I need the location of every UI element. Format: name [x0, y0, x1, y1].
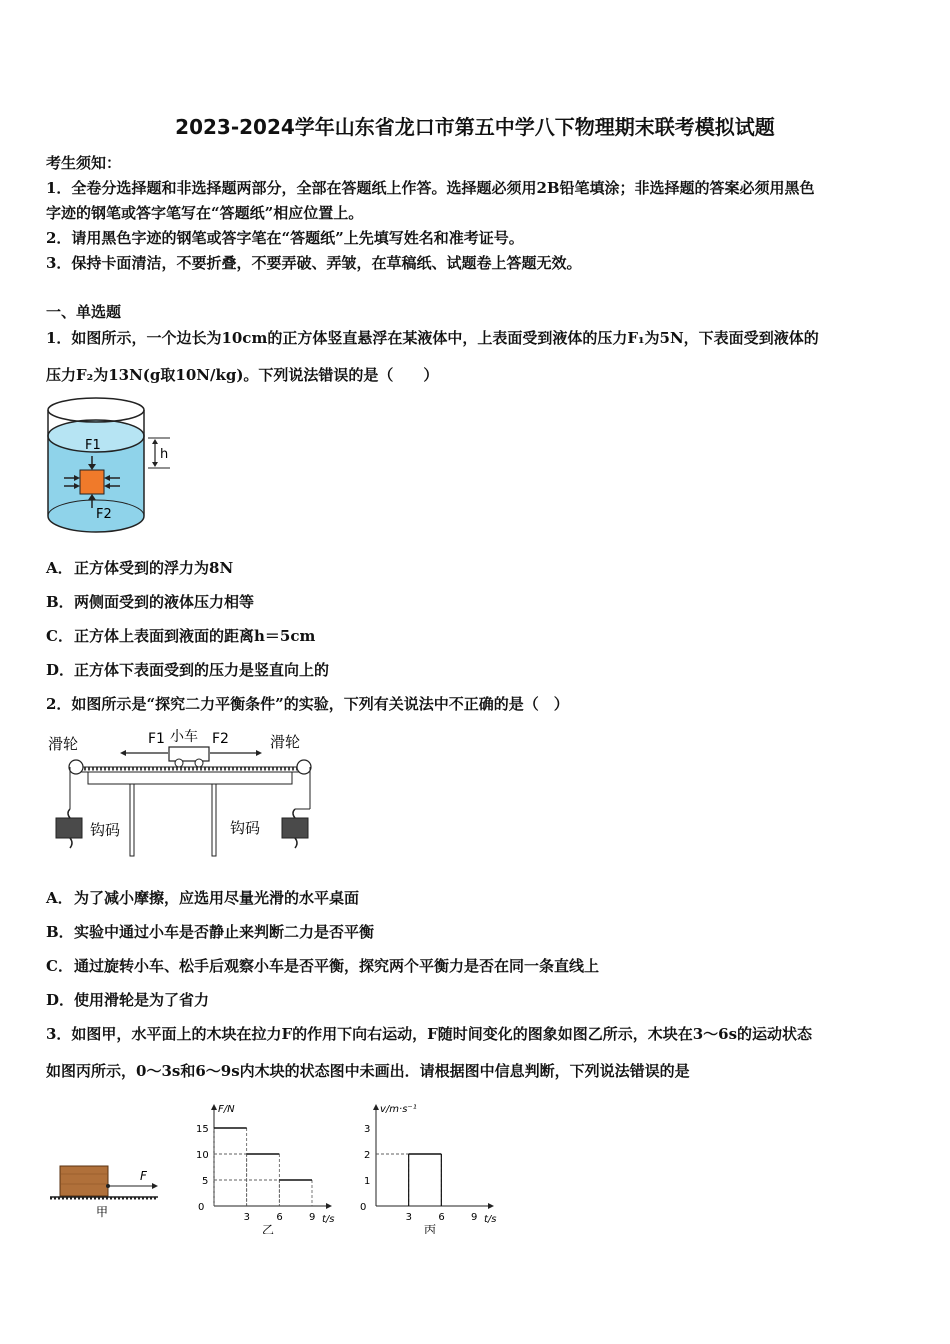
y-tick-label: 15 — [196, 1124, 209, 1135]
page-title: 2023-2024学年山东省龙口市第五中学八下物理期末联考模拟试题 — [175, 115, 775, 139]
chart-caption: 乙 — [262, 1223, 275, 1234]
cube — [80, 470, 104, 494]
f2-label: F2 — [96, 507, 112, 522]
q3-stem-line2: 如图丙所示，0～3s和6～9s内木块的状态图中未画出．请根据图中信息判断，下列说法错误的是 — [46, 1062, 690, 1080]
x-axis-label: t/s — [322, 1214, 335, 1225]
table-leg — [130, 784, 134, 856]
weight-right — [282, 818, 308, 838]
chart-velocity-time — [352, 1094, 512, 1234]
x-tick-label: 9 — [309, 1212, 316, 1223]
caption-jia: 甲 — [96, 1205, 109, 1219]
weight-right-label: 钩码 — [230, 819, 261, 837]
q2-stem-line1: 2．如图所示是“探究二力平衡条件”的实验，下列有关说法中不正确的是（ ） — [46, 695, 569, 713]
q2-option-a[interactable]: A．为了减小摩擦，应选用尽量光滑的水平桌面 — [46, 889, 360, 907]
wood-block — [60, 1166, 108, 1196]
notice-line: 3．保持卡面清洁，不要折叠，不要弄破、弄皱，在草稿纸、试题卷上答题无效。 — [46, 254, 582, 272]
x-tick-label: 3 — [243, 1212, 251, 1223]
chart-force-time — [190, 1094, 350, 1234]
section-heading: 一、单选题 — [46, 303, 122, 321]
q2-option-d[interactable]: D．使用滑轮是为了省力 — [46, 991, 210, 1009]
q1-option-c[interactable]: C．正方体上表面到液面的距离h＝5cm — [46, 627, 316, 645]
q2-figure — [44, 727, 314, 862]
chart-caption: 丙 — [424, 1223, 437, 1234]
f1-label: F1 — [85, 438, 101, 453]
pulley-left-label: 滑轮 — [48, 735, 79, 753]
q2-option-c[interactable]: C．通过旋转小车、松手后观察小车是否平衡，探究两个平衡力是否在同一条直线上 — [46, 957, 600, 975]
cylinder-top — [48, 398, 144, 422]
x-tick-label: 9 — [471, 1212, 478, 1223]
table-leg — [212, 784, 216, 856]
q2-option-b[interactable]: B．实验中通过小车是否静止来判断二力是否平衡 — [46, 923, 375, 941]
q1-stem-line1: 1．如图所示，一个边长为10cm的正方体竖直悬浮在某液体中，上表面受到液体的压力F₁为5N，下表面受到液体的 — [46, 329, 819, 347]
force-label: F — [140, 1169, 147, 1183]
car-body — [169, 747, 209, 761]
pulley-left — [69, 760, 83, 774]
f2-label: F2 — [212, 731, 229, 747]
y-axis-arrow — [373, 1104, 379, 1110]
f1-label: F1 — [148, 731, 165, 747]
y-tick-label: 10 — [196, 1150, 209, 1161]
notice-line: 字迹的钢笔或答字笔写在“答题纸”相应位置上。 — [46, 204, 364, 222]
x-tick-label: 3 — [405, 1212, 413, 1223]
y-axis-label: v/m·s⁻¹ — [380, 1104, 417, 1115]
q1-option-d[interactable]: D．正方体下表面受到的压力是竖直向上的 — [46, 661, 330, 679]
q1-figure — [40, 396, 190, 546]
car-label: 小车 — [170, 729, 198, 745]
notice-heading: 考生须知： — [46, 154, 122, 172]
notice-line: 1．全卷分选择题和非选择题两部分，全部在答题纸上作答。选择题必须用2B铅笔填涂；非选择题的答案必须用黑色 — [46, 179, 815, 197]
h-label: h — [160, 447, 169, 462]
q1-option-b[interactable]: B．两侧面受到的液体压力相等 — [46, 593, 255, 611]
x-tick-label: 6 — [438, 1212, 445, 1223]
q1-stem-line2: 压力F₂为13N(g取10N/kg)。下列说法错误的是（ ） — [46, 366, 439, 384]
x-axis-arrow — [326, 1203, 332, 1209]
pulley-right-label: 滑轮 — [270, 733, 301, 751]
y-axis-label: F/N — [218, 1104, 235, 1115]
origin-label: 0 — [360, 1202, 367, 1213]
x-axis-arrow — [488, 1203, 494, 1209]
notice-line: 2．请用黑色字迹的钢笔或答字笔在“答题纸”上先填写姓名和准考证号。 — [46, 229, 524, 247]
q1-option-a[interactable]: A．正方体受到的浮力为8N — [46, 559, 234, 577]
y-tick-label: 2 — [364, 1150, 371, 1161]
x-axis-label: t/s — [484, 1214, 497, 1225]
pulley-right — [297, 760, 311, 774]
q3-figure-jia — [46, 1160, 166, 1222]
q3-stem-line1: 3．如图甲，水平面上的木块在拉力F的作用下向右运动，F随时间变化的图象如图乙所示，木块在3～6s的运动状态 — [46, 1025, 813, 1043]
weight-left — [56, 818, 82, 838]
y-tick-label: 5 — [202, 1176, 209, 1187]
y-tick-label: 1 — [364, 1176, 371, 1187]
x-tick-label: 6 — [276, 1212, 283, 1223]
weight-left-label: 钩码 — [90, 821, 121, 839]
y-axis-arrow — [211, 1104, 217, 1110]
origin-label: 0 — [198, 1202, 205, 1213]
y-tick-label: 3 — [364, 1124, 371, 1135]
